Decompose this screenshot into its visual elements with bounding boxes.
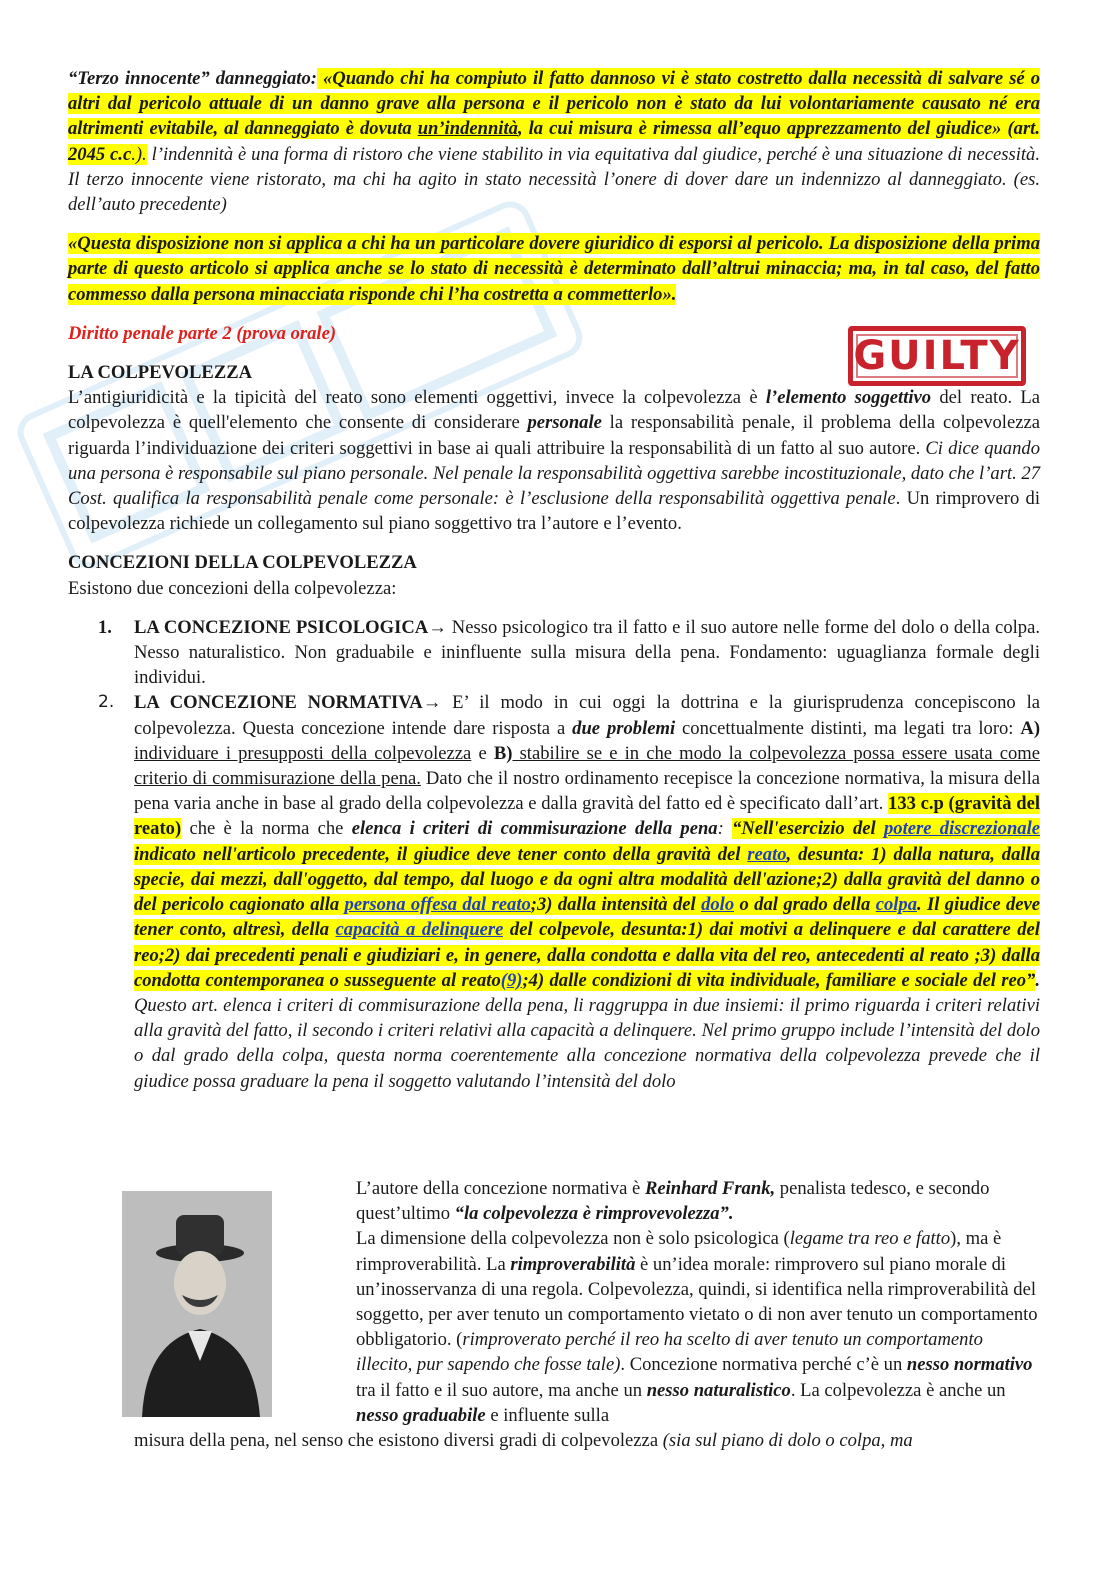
- colpevolezza-t1: L’antigiuridicità e la tipicità del reato sono elementi oggettivi, invece la colpevolezza è: [68, 387, 766, 409]
- arrow-icon: →: [428, 616, 447, 638]
- list-item-psicologica: [68, 615, 1040, 691]
- guilty-stamp: GUILTY: [848, 326, 1026, 386]
- elenca-criteri: elenca i criteri di commisurazione della pena: [351, 818, 718, 840]
- link-dolo[interactable]: dolo: [701, 894, 735, 916]
- arrow-icon: →: [422, 692, 442, 714]
- art133-label: 133 c.p (gravità del reato): [134, 793, 1040, 840]
- frank-text: [356, 1176, 1040, 1428]
- disposizione-paragraph: [68, 231, 1040, 307]
- normativa-c: Dato che il nostro ordinamento recepisce la concezione normativa, la misura della pena varia anche in base al grado della colpevolezza e dalla gravità del fatto ed è specificato dall’art.: [134, 768, 1040, 815]
- normativa-colon: :: [717, 818, 733, 840]
- psicologica-text: Nesso psicologico tra il fatto e il suo autore nelle forme del dolo o della colpa. Nesso naturalistico. Non graduabile e ininfluente sulla misura della pena. Fondamento: uguaglianza formale degli individui.: [134, 616, 1040, 689]
- art133-q1: “Nell'esercizio del: [732, 818, 884, 840]
- colpevolezza-heading: [68, 360, 1040, 385]
- normativa-a: E’ il modo in cui oggi la dottrina e la giurisprudenza concepiscono la colpevolezza. Questa concezione intende dare risposta a: [134, 692, 1040, 739]
- link-capacita-delinquere[interactable]: capacità a delinquere: [335, 919, 504, 941]
- normativa-due-problemi: due problemi: [572, 717, 676, 739]
- frank-tail-line: [134, 1428, 1040, 1453]
- normativa-title: LA CONCEZIONE NORMATIVA: [134, 692, 423, 714]
- frank-paragraph: [356, 1176, 1040, 1428]
- colpevolezza-t4: . Un rimprovero di colpevolezza richiede un collegamento sul piano soggettivo tra l’autore e l’evento.: [68, 488, 1040, 535]
- frank-motto: “la colpevolezza è rimprovevolezza”.: [454, 1203, 734, 1225]
- art133-q7: del colpevole, desunta:1) dai motivi a delinquere e dal carattere del reo;2) dai precedenti penali e giudiziari e, in genere, dalla condotta e dalla vita del reo, antecedenti al reato ;3) dalla condotta contemporanea o susseguente al reato: [134, 919, 1040, 991]
- terzo-quote-2: , la cui misura è rimessa all’equo apprezzamento del giudice» (art. 2045 c.c: [68, 118, 1040, 165]
- portrait-figure-icon: [122, 1191, 272, 1417]
- colpevolezza-t2: del reato. La colpevolezza è quell'elemento che consente di considerare: [68, 387, 1041, 434]
- terzo-indennita: un’indennità: [417, 118, 518, 140]
- colpevolezza-t2b: personale: [527, 412, 602, 434]
- art133-comment: Questo art. elenca i criteri di commisurazione della pena, li raggruppa in due insiemi: il primo riguarda i criteri relativi alla gravità del fatto, il secondo i criteri relativi alla capacità a delinquere. Nel primo gruppo include l’intensità del dolo o dal grado della colpa, questa norma coerentemente alla concezione normativa della colpevolezza prevede che il giudice possa graduare la pena il soggetto valutando l’intensità del dolo: [134, 994, 1040, 1092]
- normativa-e: e: [471, 742, 494, 764]
- link-nota-9[interactable]: (9): [500, 969, 523, 991]
- terzo-dot: .).: [131, 143, 147, 165]
- normativa-d: che è la norma che: [181, 818, 352, 840]
- frank-tail-a: misura della pena, nel senso che esistono diversi gradi di colpevolezza: [134, 1430, 663, 1451]
- frank-ci: legame tra reo e fatto: [789, 1228, 951, 1250]
- normativa-A: A): [1020, 717, 1041, 739]
- terzo-innocente-paragraph: [68, 66, 1040, 217]
- frank-nesso-naturalistico: nesso naturalistico: [646, 1379, 791, 1401]
- frank-ei: rimproverato perché il reo ha scelto di aver tenuto un comportamento illecito, pur sapendo che fosse tale): [356, 1329, 983, 1376]
- concezioni-intro: Esistono due concezioni della colpevolezza:: [68, 577, 397, 599]
- document-body: [68, 66, 1040, 1094]
- frank-e: è un’idea morale: rimprovero sul piano morale di un’inosservanza di una regola. Colpevolezza, quindi, si identifica nella rimproverabilità del soggetto, per aver tenuto un comportamento vietato o di non aver tenuto un comportamento obbligatorio. (: [356, 1253, 1038, 1351]
- frank-c: La dimensione della colpevolezza non è solo psicologica (: [356, 1228, 790, 1250]
- terzo-explain: l’indennità è una forma di ristoro che viene stabilito in via equitativa dal giudice, perché è una situazione di necessità. Il terzo innocente viene ristorato, ma chi ha agito in stato necessità l’onere di dover dare un indennizzo al danneggiato. (es. dell’auto precedente): [68, 143, 1040, 216]
- section-title-text: Diritto penale parte 2 (prova orale): [68, 322, 337, 344]
- art133-q8: ;4) dalle condizioni di vita individuale, familiare e sociale del reo”: [522, 969, 1036, 991]
- frank-h: . La colpevolezza è anche un: [790, 1379, 1006, 1401]
- art133-q3: , desunta: 1) dalla natura, dalla specie, dai mezzi, dall'oggetto, dal tempo, dal luogo e da ogni altra modalità dell'azione;2) dalla gravità del danno o del pericolo cagionato alla: [134, 843, 1040, 916]
- frank-tail-i: (sia sul piano di dolo o colpa, ma: [662, 1430, 913, 1451]
- link-persona-offesa[interactable]: persona offesa dal reato: [344, 894, 531, 916]
- colpevolezza-t1b: l’elemento soggettivo: [765, 387, 932, 409]
- normativa-A-text: individuare i presupposti della colpevolezza: [134, 742, 472, 764]
- colpevolezza-heading-text: LA COLPEVOLEZZA: [68, 362, 253, 384]
- frank-a: L’autore della concezione normativa è: [356, 1178, 645, 1199]
- frank-f: . Concezione normativa perché c’è un: [620, 1354, 907, 1376]
- art133-q5: o dal grado della: [734, 894, 876, 916]
- colpevolezza-t3: la responsabilità penale, il problema della colpevolezza riguarda l’individuazione dei criteri soggettivi in base ai quali attribuire la responsabilità di un fatto al suo autore.: [68, 412, 1040, 459]
- list-number-2: 2.: [98, 692, 115, 713]
- frank-d: ), ma è rimproverabilità. La: [356, 1228, 1002, 1275]
- frank-k: e influente sulla: [485, 1404, 610, 1426]
- art133-q9: .: [1035, 969, 1041, 991]
- normativa-B-text: stabilire se e in che modo la colpevolezza possa essere usata come criterio di commisurazione della pena.: [134, 742, 1041, 790]
- section-title: [68, 321, 1040, 346]
- link-colpa[interactable]: colpa: [875, 894, 917, 916]
- frank-nesso-normativo: nesso normativo: [906, 1354, 1033, 1376]
- art133-q6: . Il giudice deve tener conto, altresì, della: [134, 894, 1041, 941]
- frank-rimproverabilita: rimproverabilità: [510, 1253, 636, 1275]
- link-potere-discrezionale[interactable]: potere discrezionale: [884, 818, 1040, 840]
- frank-name: Reinhard Frank,: [644, 1178, 776, 1199]
- psicologica-title: LA CONCEZIONE PSICOLOGICA: [134, 616, 429, 638]
- terzo-lead: “Terzo innocente” danneggiato:: [68, 68, 317, 89]
- list-number-1: 1.: [98, 616, 112, 638]
- colpevolezza-paragraph: [68, 385, 1040, 536]
- normativa-b: concettualmente distinti, ma legati tra loro:: [675, 717, 1021, 739]
- disposizione-text: «Questa disposizione non si applica a chi ha un particolare dovere giuridico di esporsi al pericolo. La disposizione della prima parte di questo articolo si applica anche se lo stato di necessità è determinato dall’altrui minaccia; ma, in tal caso, del fatto commesso dalla persona minacciata risponde chi l’ha costretta a commetterlo».: [68, 233, 1040, 305]
- art133-q2: indicato nell'articolo precedente, il giudice deve tener conto della gravità del: [134, 843, 748, 865]
- concezioni-heading: [68, 550, 1040, 575]
- concezioni-list: [68, 615, 1040, 1094]
- art133-q4: ;3) dalla intensità del: [530, 894, 702, 916]
- frank-nesso-graduabile: nesso graduabile: [356, 1404, 486, 1426]
- terzo-quote-1: «Quando chi ha compiuto il fatto dannoso vi è stato costretto dalla necessità di salvare sé o altri dal pericolo attuale di un danno grave alla persona e il pericolo non è stato da lui volontariamente causato né era altrimenti evitabile, al danneggiato è dovuta: [68, 68, 1040, 140]
- frank-b: penalista tedesco, e secondo quest’ultimo: [356, 1178, 990, 1225]
- frank-g: tra il fatto e il suo autore, ma anche un: [356, 1379, 647, 1401]
- concezioni-heading-text: CONCEZIONI DELLA COLPEVOLEZZA: [68, 552, 417, 574]
- colpevolezza-t3i: Ci dice quando una persona è responsabile sul piano personale. Nel penale la responsabilità oggettiva sarebbe incostituzionale, dato che l’art. 27 Cost. qualifica la responsabilità penale come personale: è l’esclusione della responsabilità oggettiva penale: [68, 437, 1040, 510]
- link-reato[interactable]: reato: [747, 843, 787, 865]
- frank-tail: [134, 1428, 1040, 1453]
- list-item-normativa: [68, 690, 1040, 1093]
- normativa-B: B): [493, 742, 513, 764]
- reinhard-frank-portrait: [122, 1191, 272, 1417]
